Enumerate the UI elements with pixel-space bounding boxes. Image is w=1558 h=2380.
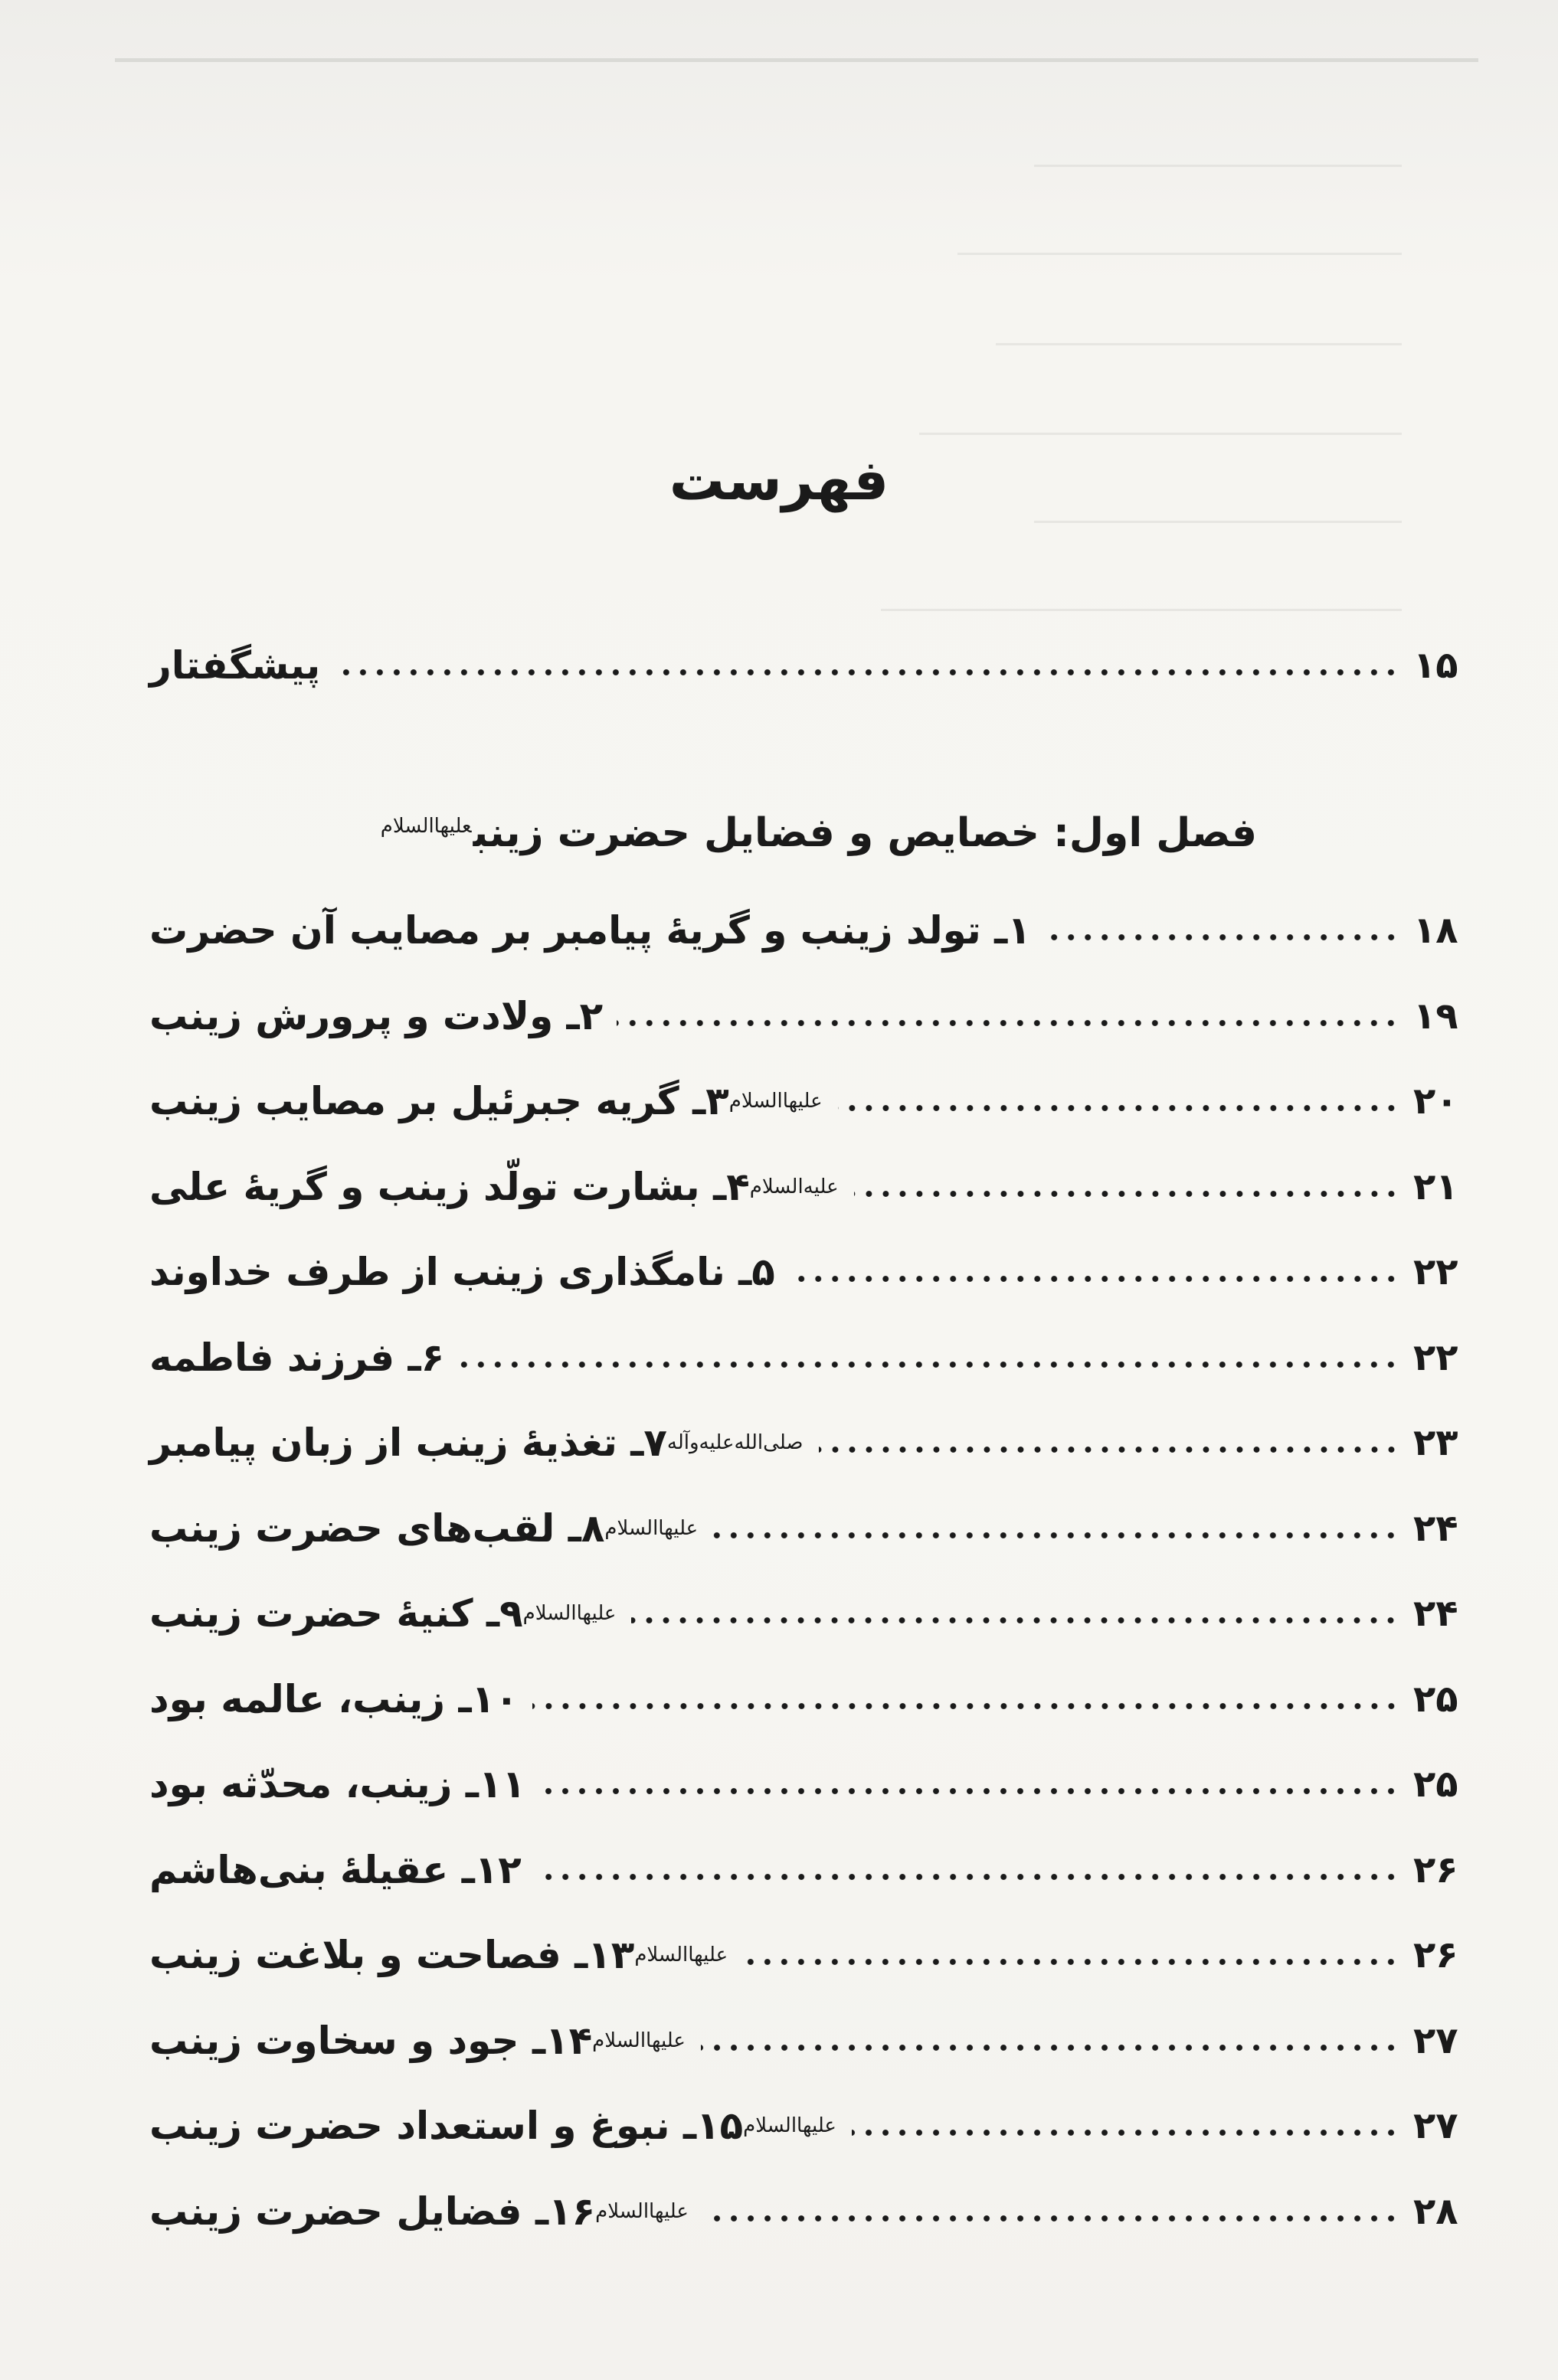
bleed-through-line xyxy=(881,609,1402,611)
toc-page-number: ۲۶ xyxy=(1413,1849,1458,1891)
dot-leader xyxy=(819,1444,1399,1455)
toc-entry-label: ۴ـ بشارت تولّد زینب و گریهٔ علی xyxy=(149,1165,750,1209)
toc-entry-label: ۹ـ کنیهٔ حضرت زینب xyxy=(149,1591,523,1636)
dot-leader xyxy=(631,1615,1399,1626)
toc-row xyxy=(149,2091,1467,2160)
dot-leader xyxy=(532,1701,1399,1711)
toc-page-number: ۲۵ xyxy=(1413,1678,1458,1721)
toc-entry-label: ۱۴ـ جود و سخاوت زینب xyxy=(149,2019,593,2063)
toc-row xyxy=(149,2006,1467,2075)
toc-row xyxy=(149,1067,1467,1136)
toc-page-number: ۲۶ xyxy=(1413,1934,1458,1976)
honorific-mark: علیهاالسلام xyxy=(604,1517,699,1540)
bleed-through-line xyxy=(919,433,1402,435)
dot-leader xyxy=(701,2042,1399,2053)
toc-row xyxy=(149,1579,1467,1648)
toc-page-number: ۲۲ xyxy=(1413,1336,1458,1379)
toc-row xyxy=(149,1494,1467,1563)
dot-leader xyxy=(854,1188,1399,1199)
toc-page-number: ۲۳ xyxy=(1413,1421,1458,1464)
page-title: فهرست xyxy=(669,448,889,512)
toc-entry-label: ۸ـ لقب‌های حضرت زینب xyxy=(149,1506,605,1551)
toc-row xyxy=(149,1408,1467,1477)
toc-row xyxy=(149,1836,1467,1904)
toc-entry-label: ۷ـ تغذیهٔ زینب از زبان پیامبر xyxy=(149,1420,667,1465)
toc-page-number: ۱۸ xyxy=(1413,909,1458,952)
toc-row xyxy=(149,1750,1467,1819)
toc-page-number: ۲۴ xyxy=(1413,1507,1458,1550)
dot-leader xyxy=(458,1359,1399,1370)
dot-leader xyxy=(334,667,1399,678)
bleed-through-line xyxy=(957,253,1402,255)
chapter-heading xyxy=(149,810,1257,856)
bleed-through-line xyxy=(1034,521,1402,523)
toc-page-number: ۲۵ xyxy=(1413,1763,1458,1806)
toc-page-number: ۲۴ xyxy=(1413,1592,1458,1635)
toc-entry-label: ۱ـ تولد زینب و گریهٔ پیامبر بر مصایب آن حضرت xyxy=(149,908,1031,953)
toc-entry-label: ۱۳ـ فصاحت و بلاغت زینب xyxy=(149,1933,635,1977)
honorific-mark: علیهاالسلام xyxy=(595,2200,689,2223)
toc-page-number: ۲۷ xyxy=(1413,2104,1458,2147)
toc-page-number: ۲۸ xyxy=(1413,2190,1458,2233)
top-rule xyxy=(115,58,1478,62)
toc-row xyxy=(149,1323,1467,1392)
toc-entry-label: ۱۵ـ نبوغ و استعداد حضرت زینب xyxy=(149,2104,744,2148)
chapter-honorific: علیهاالسلام xyxy=(380,814,472,838)
toc-row xyxy=(149,2177,1467,2246)
toc-entry-label: ۱۶ـ فضایل حضرت زینب xyxy=(149,2189,596,2234)
toc-page-number: ۲۰ xyxy=(1413,1080,1458,1123)
dot-leader xyxy=(743,1957,1399,1967)
dot-leader xyxy=(852,2127,1399,2138)
toc-entry-label: ۲ـ ولادت و پرورش زینب xyxy=(149,994,604,1038)
honorific-mark: علیهاالسلام xyxy=(728,1090,823,1113)
dot-leader xyxy=(1045,932,1399,943)
toc-page-number: ۲۷ xyxy=(1413,2019,1458,2062)
toc-row xyxy=(149,1237,1467,1306)
toc-row-preface xyxy=(149,631,1467,700)
toc-entry-label: ۱۱ـ زینب، محدّثه بود xyxy=(149,1762,526,1806)
toc-entry-label: ۶ـ فرزند فاطمه xyxy=(149,1335,445,1380)
honorific-mark: صلی‌الله‌علیه‌وآله xyxy=(666,1431,804,1454)
toc-entry-label: ۵ـ نامگذاری زینب از طرف خداوند xyxy=(149,1250,775,1294)
honorific-mark: علیهاالسلام xyxy=(743,2114,836,2137)
honorific-mark: علیهاالسلام xyxy=(634,1944,728,1966)
preface-page-number: ۱۵ xyxy=(1413,644,1458,687)
dot-leader xyxy=(617,1018,1399,1028)
dot-leader xyxy=(838,1103,1399,1113)
toc-page-number: ۱۹ xyxy=(1413,995,1458,1038)
dot-leader xyxy=(713,1530,1399,1541)
dot-leader xyxy=(539,1786,1399,1796)
toc-entry-label: ۱۰ـ زینب، عالمه بود xyxy=(149,1677,519,1721)
toc-row xyxy=(149,896,1467,965)
dot-leader xyxy=(789,1273,1399,1284)
bleed-through-line xyxy=(996,343,1402,345)
bleed-through-line xyxy=(1034,165,1402,167)
toc-page-number: ۲۲ xyxy=(1413,1250,1458,1293)
preface-label: پیشگفتار xyxy=(149,643,321,688)
toc-row xyxy=(149,982,1467,1051)
toc-entry-label: ۳ـ گریه جبرئیل بر مصایب زینب xyxy=(149,1079,729,1123)
toc-row xyxy=(149,1921,1467,1989)
honorific-mark: علیهاالسلام xyxy=(592,2029,686,2052)
dot-leader xyxy=(535,1872,1399,1882)
honorific-mark: علیه‌السلام xyxy=(749,1175,839,1198)
toc-page-number: ۲۱ xyxy=(1413,1165,1458,1208)
toc-row xyxy=(149,1152,1467,1221)
toc-row xyxy=(149,1665,1467,1734)
chapter-title: فصل اول: خصایص و فضایل حضرت زینب xyxy=(473,810,1257,856)
toc-entry-label: ۱۲ـ عقیلهٔ بنی‌هاشم xyxy=(149,1848,522,1892)
honorific-mark: علیهاالسلام xyxy=(522,1602,617,1625)
dot-leader xyxy=(704,2213,1399,2224)
